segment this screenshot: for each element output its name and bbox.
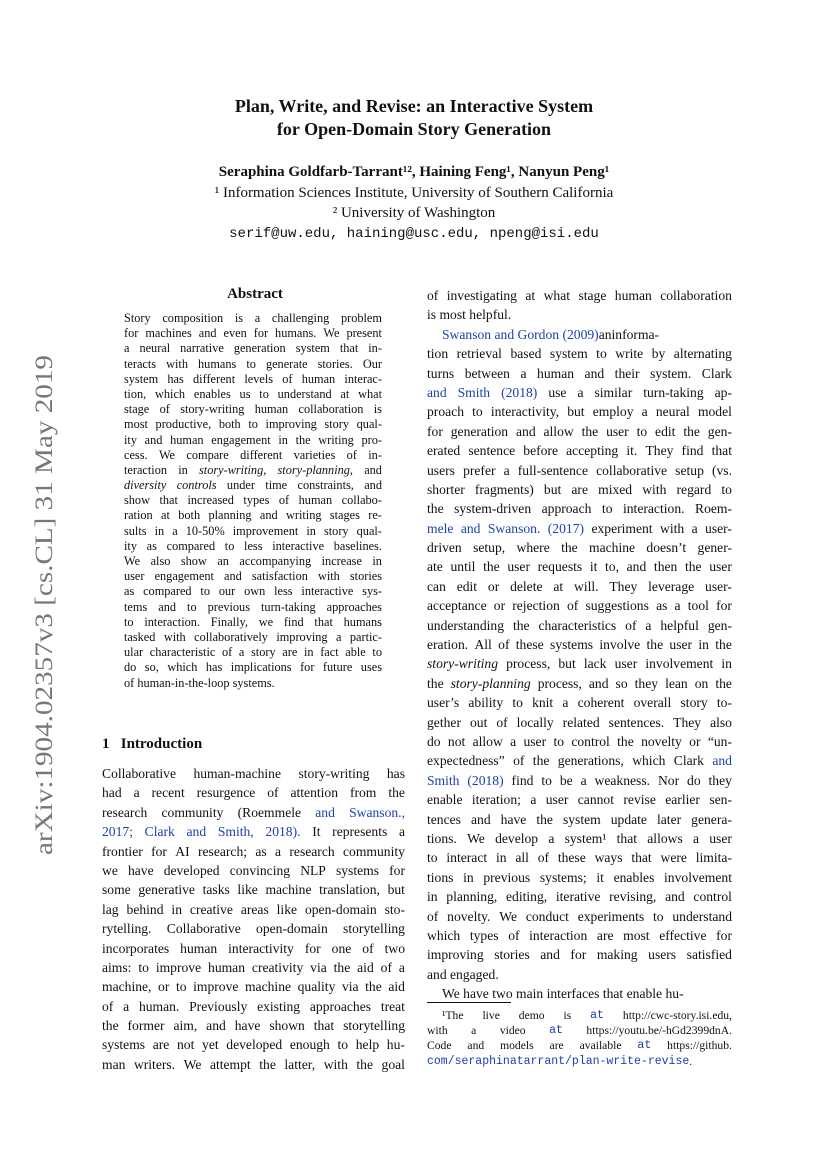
intro-right-line: eration. All of these systems involve the user in the [427, 637, 732, 653]
intro-right-line: understanding the characteristics of a helpful gen- [427, 617, 732, 633]
intro-right-line: of investigating at what stage human collaboration [427, 288, 732, 303]
intro-right-line: of novelty. We conduct experiments to understand [427, 908, 732, 924]
abstract-line: do so, which has implications for future uses [124, 660, 382, 675]
intro-right-line: tion retrieval based system to write by alternating [427, 346, 732, 362]
intro-left-line: had a recent resurgence of attention from the [102, 785, 405, 801]
intro-right-line: user’s ability to knit a coherent overall story to- [427, 695, 732, 711]
footnote-line: Code and models are available at https://github. [427, 1039, 732, 1053]
intro-right-line: the system-driven approach to interaction. Roem- [427, 501, 732, 517]
footnote-rule [427, 1002, 511, 1003]
intro-left-line: we have developed convincing NLP systems for [102, 862, 405, 878]
intro-left-line: man writers. We attempt the latter, with the goal [102, 1056, 405, 1072]
intro-right-line: Smith (2018) find to be a weakness. Nor do they [427, 772, 732, 788]
abstract-line: sults in a 10-50% improvement in story qual- [124, 523, 382, 538]
intro-left-line: systems are not yet developed enough to help hu- [102, 1037, 405, 1053]
intro-right-line: do not allow a user to control the novelty or “un- [427, 733, 732, 749]
abstract-line: most productive, both to improving story qual- [124, 417, 382, 432]
abstract-line: teraction in story-writing, story-planning, and [124, 462, 382, 477]
intro-right-line: enable iteration; a user cannot revise earlier sen- [427, 792, 732, 808]
abstract-body [124, 311, 382, 691]
introduction-left-column [102, 764, 405, 1074]
intro-left-line: of a human. Previously existing approaches treat [102, 998, 405, 1014]
introduction-right-column [427, 286, 732, 1003]
intro-left-line: research community (Roemmele and Swanson., [102, 804, 405, 820]
intro-right-line: tions. We develop a system¹ that allows a user [427, 830, 732, 846]
abstract-line: for machines and even for humans. We present [124, 326, 382, 341]
abstract-line: a neural narrative generation system that in- [124, 341, 382, 356]
abstract-line: teracts with humans to generate stories. Our [124, 356, 382, 371]
intro-right-line: tions in previous systems; it enables involvement [427, 869, 732, 885]
abstract-line: of human-in-the-loop systems. [124, 675, 275, 690]
footnote-line: com/seraphinatarrant/plan-write-revise . [427, 1054, 693, 1068]
abstract-line: as compared to our own less interactive sys- [124, 584, 382, 599]
intro-right-line: and Smith (2018) use a similar turn-taking ap- [427, 384, 732, 400]
intro-right-line: acceptance or rejection of suggestions as a tool for [427, 598, 732, 614]
intro-right-line: mele and Swanson. (2017) experiment with a user- [427, 520, 732, 536]
paper-title-line-2: for Open-Domain Story Generation [276, 119, 552, 139]
intro-right-line: Swanson and Gordon (2009) aninforma- [442, 326, 660, 342]
intro-left-line: machine, or to improve machine quality via the aid [102, 979, 405, 995]
footnote [427, 1008, 732, 1069]
intro-right-line: proach to interactivity, but employ a neural model [427, 404, 732, 420]
abstract-line: tasked with collaboratively improving a partic- [124, 629, 382, 644]
abstract-line: tion, which enables us to understand at what [124, 386, 382, 401]
intro-right-line: tences and have the system update later genera- [427, 811, 732, 827]
abstract-line: show that increased types of human collabo- [124, 493, 382, 508]
abstract-line: Story composition is a challenging problem [124, 311, 382, 325]
intro-left-line: lag behind in creative areas like open-domain sto- [102, 901, 405, 917]
intro-left-line: some generative tasks like machine translation, but [102, 882, 405, 898]
intro-right-line: ate until the user requests it to, and then the user [427, 559, 732, 575]
intro-left-line: frontier for AI research; as a research community [102, 843, 405, 859]
abstract-line: ity and human engagement in the writing pro- [124, 432, 382, 447]
intro-left-line: the former aim, and have shown that storytelling [102, 1018, 405, 1034]
intro-right-line: the story-planning process, and so they lean on the [427, 675, 732, 691]
intro-right-line: We have two main interfaces that enable hu- [442, 986, 684, 1002]
abstract-line: tems and to previous turn-taking approaches [124, 599, 382, 614]
intro-right-line: story-writing process, but lack user involvement in [427, 656, 732, 672]
intro-right-line: erated sentence before accepting it. They find that [427, 443, 732, 459]
intro-right-line: is most helpful. [427, 307, 512, 323]
affiliation-1: ¹ Information Sciences Institute, University of Southern California [214, 185, 614, 201]
intro-right-line: expectedness” of the generations, which Clark and [427, 753, 732, 769]
abstract-line: diversity controls under time constraints, and [124, 478, 382, 493]
abstract-line: cess. We compare different varieties of in- [124, 447, 382, 462]
authors: Seraphina Goldfarb-Tarrant¹², Haining Feng¹, Nanyun Peng¹ [218, 164, 610, 180]
intro-right-line: shorter fragments) but are mixed with regard to [427, 481, 732, 497]
abstract-line: ration at both planning and writing stages re- [124, 508, 382, 523]
abstract-line: stage of story-writing human collaboration is [124, 402, 382, 417]
intro-right-line: turns between a human and their system. Clark [427, 365, 732, 381]
intro-right-line: driven setup, where the machine doesn’t gener- [427, 540, 732, 556]
abstract-line: We also show an accompanying increase in [124, 554, 382, 568]
abstract-line: to interaction. Finally, we find that humans [124, 614, 382, 629]
abstract-heading: Abstract [227, 286, 283, 302]
affiliation-2: ² University of Washington [332, 205, 496, 221]
intro-right-line: for generation and allow the user to edit the gen- [427, 423, 732, 439]
abstract-line: user engagement and satisfaction with stories [124, 569, 382, 584]
abstract-line: ular characteristic of a story are in fact able to [124, 645, 382, 660]
paper-title-line-1: Plan, Write, and Revise: an Interactive System [234, 96, 594, 116]
intro-left-line: Collaborative human-machine story-writing has [102, 766, 405, 781]
arxiv-stamp-text: arXiv:1904.02357v3 [cs.CL] 31 May 2019 [29, 417, 58, 855]
intro-right-line: and engaged. [427, 966, 499, 982]
footnote-line: ¹The live demo is at http://cwc-story.isi.edu, [442, 1009, 732, 1022]
intro-right-line: can edit or delete at will. They leverage user- [427, 578, 732, 594]
intro-left-line: 2017; Clark and Smith, 2018). It represents a [102, 824, 405, 840]
intro-right-line: to interact in all of these ways that were limita- [427, 850, 732, 866]
intro-right-line: in planning, editing, iterative revising, and control [427, 889, 732, 905]
emails: serif@uw.edu, haining@usc.edu, npeng@isi.edu [229, 226, 599, 242]
section-heading-introduction: 1 Introduction [102, 736, 203, 752]
arxiv-stamp [20, 355, 62, 855]
intro-left-line: rytelling. Collaborative open-domain storytelling [102, 921, 405, 937]
abstract-line: system has different levels of human interac- [124, 371, 382, 386]
intro-right-line: users prefer a full-sentence collaborative setup (vs. [427, 462, 732, 478]
intro-right-line: which types of interaction are most effective for [427, 927, 732, 943]
intro-right-line: gether out of locally related sentences. They also [427, 714, 732, 730]
intro-left-line: incorporates human interactivity for one of two [102, 940, 405, 956]
intro-right-line: improving stories and for making users satisfied [427, 947, 732, 963]
intro-left-line: aims: to improve human creativity via the aid of a [102, 959, 405, 975]
footnote-line: with a video at https://youtu.be/-hGd2399dnA. [427, 1024, 732, 1038]
abstract-line: ity as compared to less interactive baselines. [124, 538, 382, 553]
